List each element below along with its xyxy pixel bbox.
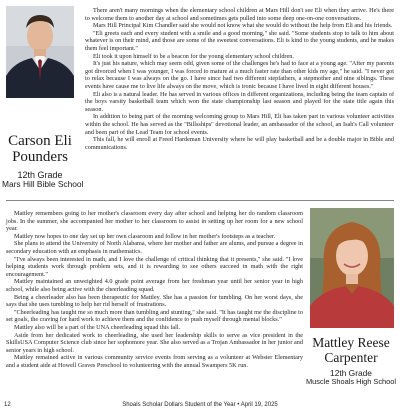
article-paragraph: Mattley remembers going to her mother's classroom every day after school and helping her do random classroom jobs. In the summer, she accompanied her mother to her classroom to assist in setting up her room for a new school year. [6,210,303,233]
publication-line: Shoals Scholar Dollars Student of the Year • April 19, 2025 [122,402,278,408]
mattley-portrait-image [310,208,394,328]
mattley-last-name: Carpenter [324,349,378,365]
mattley-article-body [6,210,303,395]
article-paragraph: Mattley also will be a part of the UNA cheerleading squad this fall. [14,323,181,331]
carson-name-block [2,133,84,190]
article-paragraph: Mars Hill Principal Kim Chandler said she would not know what she would do without the help from Eli and his friends. [93,22,393,30]
carson-article-body [85,7,394,185]
mattley-name-block [302,336,400,386]
carson-portrait-photo [6,6,74,98]
carson-last-name: Pounders [12,149,68,165]
page-footer [0,398,400,410]
article-divider [6,200,394,201]
mattley-portrait-photo [310,208,394,328]
article-paragraph: In addition to being part of the morning welcoming group to Mars Hill, Eli has taken part in various volunteer activities within the school. He has served as the "Billsships" devotional leader, an ambassador of the school, an Isah's Call volunteer and been part of the Lead Team for school events. [85,113,394,136]
article-paragraph: She plans to attend the University of North Alabama, where her mother and father are alums, and pursue a degree in secondary education with an emphasis in mathematics. [6,240,303,255]
article-paragraph: Eli took it upon himself to be a beacon for the young elementary school children. [93,52,294,60]
article-paragraph: This fall, he will enroll at Freed Hardeman University where he will play basketball and be a double major in Bible and communications. [85,136,394,151]
article-paragraph: There aren't many mornings when the elementary school children at Mars Hill don't see Eli when they arrive. He's there to welcome them to another day at school and sometimes gets pulled into some deep one-on-one conversations. [85,7,394,22]
carson-grade: 12th Grade [17,170,63,180]
article-paragraph: "I've always been interested in math, and I love the challenge of critical thinking that it presents," she said. "I love helping students work through problem sets, and it is rewarding to see others succeed in math with the right encouragement." [6,255,303,278]
article-paragraph: Aside from her dedicated work to cheerleading, she used her leadership skills to serve as vice president in the SkillsUSA Computer Science club since her sophomore year. She also served as a Trojan Ambassador in her junior and senior years in high school. [6,331,303,354]
article-paragraph: "Eli greets each and every student with a smile and a good morning," she said. "Some students stop to talk to him about whatever is on their mind, and those are some of the sweetest conversations. Eli is kind to the young students, and he makes them feel important." [85,29,394,52]
article-paragraph: Eli also is a natural leader. He has served in various offices in different organizations, including being the team captain of the boys varsity basketball team which won the state championship last season and played for the state title again this season. [85,90,394,113]
page-number: 12 [4,402,11,408]
article-paragraph: It's just his nature, which may seem odd, given some of the challenges he's had to face at a young age. "After my parents got divorced when I was younger, I was forced to mature at a much faster rate than other kids my age," he said. "I never got to relax because I was always on the go. I have since had two different stepfathers, a stepmother and nine siblings. These events have cause me to live life always on the move, which is ironic because I have lived in eight different houses." [85,60,394,90]
carson-portrait-image [6,6,74,98]
mattley-grade: 12th Grade [330,368,372,378]
mattley-school: Muscle Shoals High School [306,376,396,386]
mattley-first-name: Mattley Reese [312,335,390,350]
carson-school: Mars Hill Bible School [2,179,84,190]
article-paragraph: Mattley maintained an unweighted 4.0 grade point average from her freshman year until her senior year in high school, while also being active with the cheerleading squad. [6,278,303,293]
article-paragraph: Mattley now hopes to one day set up her own classroom and follow in her mother's footsteps as a teacher. [14,232,276,240]
article-paragraph: Mattley remained active in various community service events from serving as a volunteer at Webster Elementary and a student aide at Howell Graves Preschool to volunteering with the annual Swampers 5K run. [6,354,303,369]
article-paragraph: "Cheerleading has taught me so much more than tumbling and stunting," she said. "It has taught me the discipline to set goals, the craving for hard work to achieve them and the confidence to push myself through mental blocks." [6,308,303,324]
article-paragraph: Being a cheerleader also has been therapeutic for Mattley. She has a passion for tumbling. On her worst days, she says that she uses tumbling to help her rid herself of frustrations. [6,293,303,309]
carson-first-name: Carson Eli [8,133,72,149]
